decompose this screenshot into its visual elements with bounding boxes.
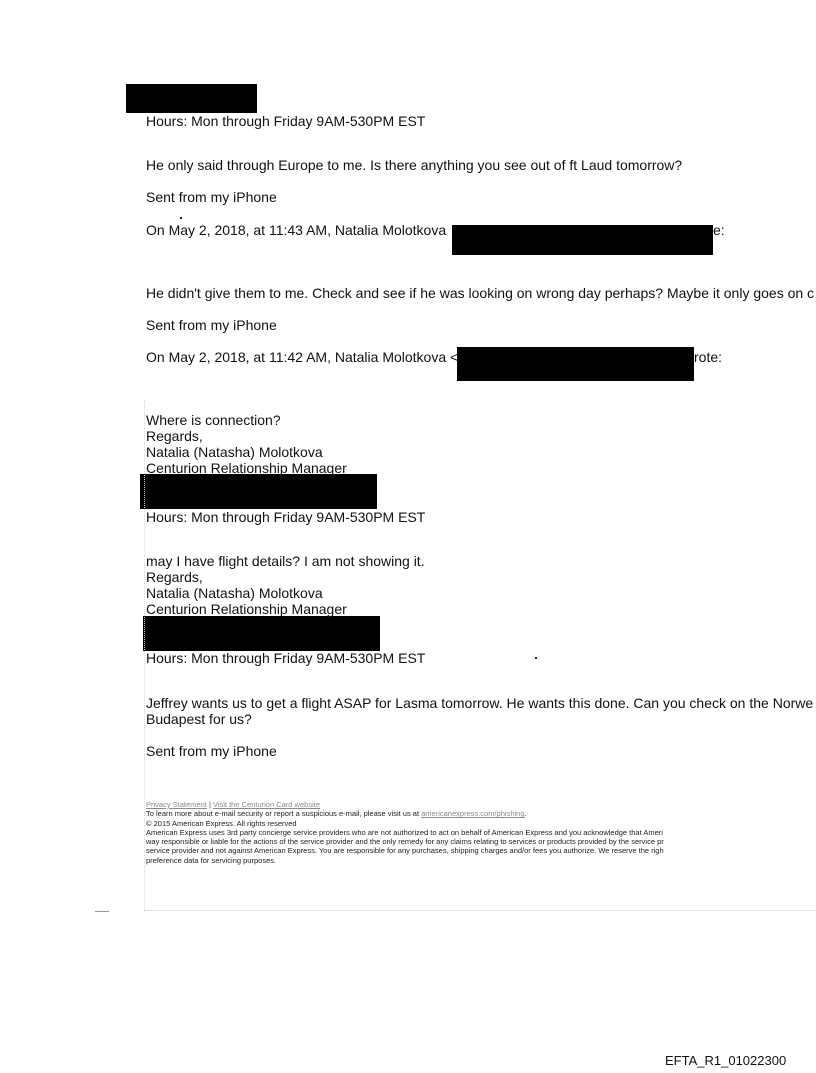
sent-from-iphone-1: Sent from my iPhone (146, 189, 277, 205)
hours-line-2: Hours: Mon through Friday 9AM-530PM EST (146, 509, 426, 525)
footer-disclaimer-line-4: preference data for servicing purposes. (146, 855, 277, 865)
footer-security-text: To learn more about e-mail security or report a suspicious e-mail, please visit us at (146, 809, 422, 819)
document-id: EFTA_R1_01022300 (665, 1053, 787, 1068)
email-header-1-suffix: e: (713, 222, 725, 238)
hours-line: Hours: Mon through Friday 9AM-530PM EST (146, 113, 426, 129)
message-block-5 (146, 695, 813, 727)
message-reply-5-line-2: Budapest for us? (146, 711, 252, 727)
signature-name: Natalia (Natasha) Molotkova (146, 444, 323, 460)
footer-disclaimer-line-2: way responsible or liable for the actions of the service provider and the only remedy for any claims relating to services or products provided by the service pr (146, 837, 664, 847)
redaction-box-top (126, 84, 257, 113)
sent-from-iphone-2: Sent from my iPhone (146, 317, 277, 333)
redaction-box-email-2 (457, 347, 694, 381)
message-reply-5-line-1: Jeffrey wants us to get a flight ASAP for Lasma tomorrow. He wants this done. Can you check on the Norwe (146, 695, 814, 711)
footer-disclaimer-line-3: service provider and not against American Express. You are responsible for any purchases, shipping charges and/or fees you authorize. We reserve the righ (146, 846, 664, 856)
hours-line-3: Hours: Mon through Friday 9AM-530PM EST (146, 650, 426, 666)
message-reply-3: Where is connection? (146, 412, 281, 428)
signature-title-2: Centurion Relationship Manager (146, 601, 347, 617)
message-reply-1: He only said through Europe to me. Is there anything you see out of ft Laud tomorrow? (146, 157, 683, 173)
redaction-box-signature-2 (143, 616, 380, 651)
signature-title: Centurion Relationship Manager (146, 460, 347, 476)
message-block-3 (146, 412, 347, 476)
footer-disclaimer-line-1: American Express uses 3rd party concierge service providers who are not authorized to act on behalf of American Express and you acknowledge that Ameri (146, 827, 663, 837)
signature-name-2: Natalia (Natasha) Molotkova (146, 585, 323, 601)
centurion-website-link[interactable]: Visit the Centurion Card website (212, 800, 320, 809)
signature-regards-2: Regards, (146, 569, 203, 585)
message-block-4 (146, 553, 425, 617)
scan-speck (180, 217, 182, 219)
footer-copyright: © 2015 American Express. All rights reserved (146, 818, 297, 828)
email-header-1: On May 2, 2018, at 11:43 AM, Natalia Molotkova (146, 222, 447, 238)
phishing-link[interactable]: americanexpress.com/phishing (421, 809, 525, 819)
message-reply-2: He didn't give them to me. Check and see if he was looking on wrong day perhaps? Maybe it only goes on c (146, 285, 815, 301)
footer-bottom-divider (144, 910, 816, 911)
footer-link-separator: | (206, 800, 213, 809)
email-footer (146, 800, 816, 865)
signature-regards: Regards, (146, 428, 203, 444)
footer-security-line (146, 809, 816, 818)
footer-security-end: . (524, 809, 527, 819)
sent-from-iphone-3: Sent from my iPhone (146, 743, 277, 759)
privacy-statement-link[interactable]: Privacy Statement (146, 800, 207, 809)
scan-mark (95, 911, 109, 912)
scan-speck-2 (535, 657, 537, 659)
footer-links-line (146, 800, 816, 809)
redaction-box-signature-1 (140, 474, 377, 509)
email-header-2-suffix: rote: (694, 349, 723, 365)
redaction-box-email-1 (452, 225, 713, 255)
email-header-2: On May 2, 2018, at 11:42 AM, Natalia Molotkova < (146, 349, 459, 365)
message-reply-4: may I have flight details? I am not showing it. (146, 553, 425, 569)
